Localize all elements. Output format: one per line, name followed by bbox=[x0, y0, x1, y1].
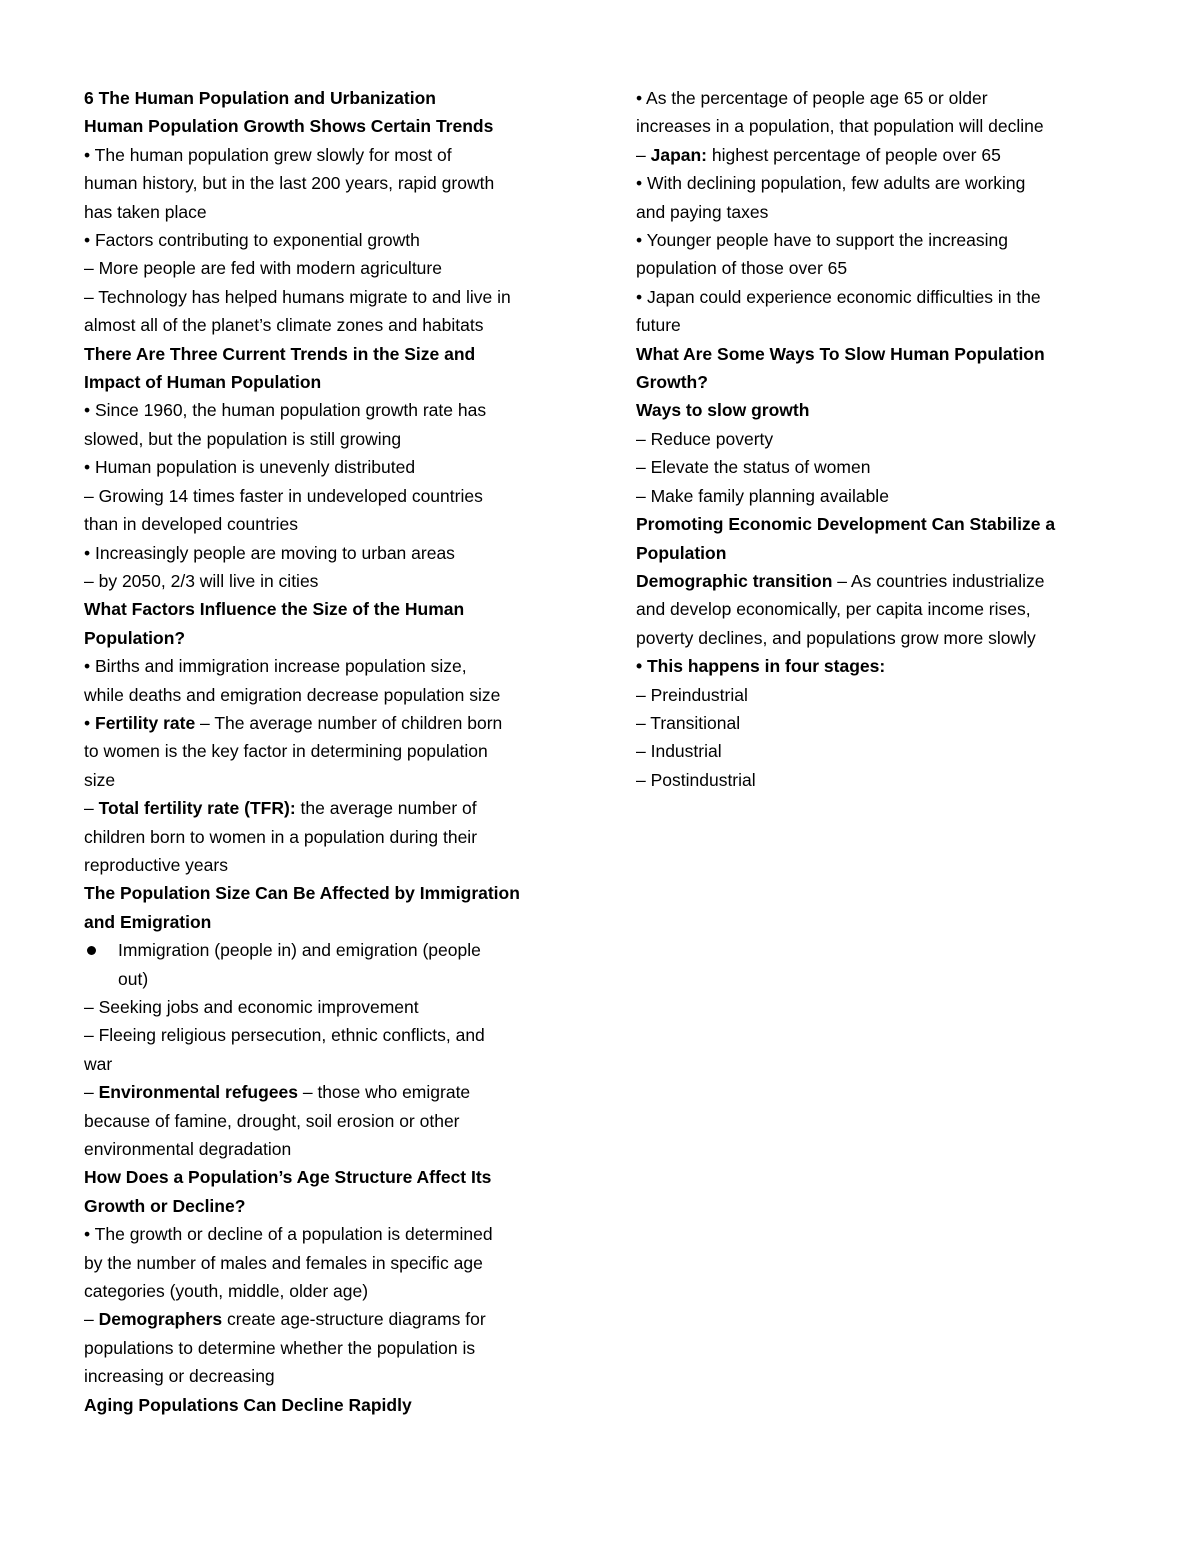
text-line-demographic-transition bbox=[636, 567, 1116, 595]
text-line: increases in a population, that population will decline bbox=[636, 116, 1044, 137]
text-line: – Fleeing religious persecution, ethnic conflicts, and bbox=[84, 1025, 485, 1046]
heading-slow-growth-cont: Growth? bbox=[636, 372, 708, 393]
text-line: reproductive years bbox=[84, 854, 228, 875]
text-line: war bbox=[84, 1053, 113, 1074]
text-line: – Reduce poverty bbox=[636, 428, 774, 449]
text-line: by the number of males and females in specific age bbox=[84, 1252, 483, 1273]
term-environmental-refugees: Environmental refugees bbox=[98, 1082, 298, 1103]
bullet-icon bbox=[87, 946, 96, 955]
text-span: create age-structure diagrams for bbox=[222, 1309, 486, 1330]
heading-factors-cont: Population? bbox=[84, 627, 186, 648]
text-line: – Seeking jobs and economic improvement bbox=[84, 997, 419, 1017]
text-span: – bbox=[84, 1082, 99, 1103]
text-line: than in developed countries bbox=[84, 514, 299, 535]
text-line: – by 2050, 2/3 will live in cities bbox=[84, 570, 319, 591]
text-line-tfr bbox=[84, 794, 574, 822]
stage-industrial: – Industrial bbox=[636, 741, 722, 762]
text-span: highest percentage of people over 65 bbox=[707, 144, 1001, 165]
heading-ways-to-slow: Ways to slow growth bbox=[636, 400, 810, 421]
term-demographers: Demographers bbox=[98, 1309, 223, 1330]
text-span: • bbox=[84, 712, 95, 733]
heading-growth-trends: Human Population Growth Shows Certain Trends bbox=[84, 116, 494, 137]
text-line: poverty declines, and populations grow more slowly bbox=[636, 627, 1036, 648]
text-line: populations to determine whether the population is bbox=[84, 1337, 476, 1358]
text-line: increasing or decreasing bbox=[84, 1366, 275, 1387]
heading-aging-populations: Aging Populations Can Decline Rapidly bbox=[84, 1394, 412, 1415]
text-line: • The human population grew slowly for most of bbox=[84, 144, 452, 165]
stage-postindustrial: – Postindustrial bbox=[636, 769, 756, 790]
document-title: 6 The Human Population and Urbanization bbox=[84, 88, 436, 108]
heading-age-structure-cont: Growth or Decline? bbox=[84, 1195, 246, 1216]
text-line: slowed, but the population is still growing bbox=[84, 428, 402, 449]
text-line: • Younger people have to support the increasing bbox=[636, 230, 1008, 251]
left-column bbox=[84, 84, 574, 1419]
text-line: and develop economically, per capita income rises, bbox=[636, 599, 1031, 620]
heading-slow-growth: What Are Some Ways To Slow Human Population bbox=[636, 343, 1045, 364]
heading-immigration-cont: and Emigration bbox=[84, 911, 212, 932]
text-line-japan bbox=[636, 141, 1116, 169]
text-line: Immigration (people in) and emigration (people bbox=[118, 940, 481, 961]
text-line-refugees bbox=[84, 1078, 574, 1106]
bullet-list-item bbox=[84, 936, 574, 993]
text-line: • Increasingly people are moving to urban areas bbox=[84, 542, 455, 563]
text-span: – bbox=[84, 1309, 99, 1330]
text-line: • Births and immigration increase population size, bbox=[84, 656, 467, 677]
text-line: • Japan could experience economic difficulties in the bbox=[636, 286, 1041, 307]
text-line-demographers bbox=[84, 1305, 574, 1333]
text-line: out) bbox=[118, 968, 149, 989]
text-line: children born to women in a population during their bbox=[84, 826, 478, 847]
text-span: – bbox=[636, 144, 651, 165]
text-line: population of those over 65 bbox=[636, 258, 848, 279]
text-line: • With declining population, few adults are working bbox=[636, 173, 1026, 194]
term-fertility-rate: Fertility rate bbox=[95, 712, 196, 733]
heading-immigration: The Population Size Can Be Affected by Immigration bbox=[84, 883, 520, 904]
text-line: • Human population is unevenly distributed bbox=[84, 457, 416, 478]
text-line: • As the percentage of people age 65 or older bbox=[636, 88, 988, 108]
term-japan: Japan: bbox=[650, 144, 708, 165]
stage-preindustrial: – Preindustrial bbox=[636, 684, 748, 705]
text-line-four-stages: • This happens in four stages: bbox=[636, 656, 886, 677]
text-line: size bbox=[84, 769, 116, 790]
text-span: – As countries industrialize bbox=[832, 570, 1045, 591]
text-line: – More people are fed with modern agriculture bbox=[84, 258, 442, 279]
text-line-fertility bbox=[84, 709, 574, 737]
text-line: future bbox=[636, 315, 681, 336]
text-span: – The average number of children born bbox=[195, 712, 503, 733]
heading-three-trends-cont: Impact of Human Population bbox=[84, 372, 322, 393]
heading-age-structure: How Does a Population’s Age Structure Affect Its bbox=[84, 1167, 492, 1188]
heading-economic-development-cont: Population bbox=[636, 542, 727, 563]
text-line: • Since 1960, the human population growth rate has bbox=[84, 400, 487, 421]
heading-three-trends: There Are Three Current Trends in the Size and bbox=[84, 343, 476, 364]
text-line: has taken place bbox=[84, 201, 207, 222]
text-span: – those who emigrate bbox=[297, 1082, 471, 1103]
text-span: the average number of bbox=[295, 798, 477, 819]
text-line: because of famine, drought, soil erosion or other bbox=[84, 1110, 460, 1131]
text-line: categories (youth, middle, older age) bbox=[84, 1281, 369, 1302]
text-line: almost all of the planet’s climate zones and habitats bbox=[84, 315, 484, 336]
text-line: – Technology has helped humans migrate to and live in bbox=[84, 286, 511, 307]
text-line: to women is the key factor in determining population bbox=[84, 741, 488, 762]
heading-factors: What Factors Influence the Size of the Human bbox=[84, 599, 465, 620]
text-span: – bbox=[84, 798, 99, 819]
text-line: – Elevate the status of women bbox=[636, 457, 871, 478]
text-line: – Growing 14 times faster in undeveloped countries bbox=[84, 485, 483, 506]
text-line: and paying taxes bbox=[636, 201, 769, 222]
heading-economic-development: Promoting Economic Development Can Stabilize a bbox=[636, 514, 1056, 535]
stage-transitional: – Transitional bbox=[636, 712, 741, 733]
text-line: • Factors contributing to exponential growth bbox=[84, 230, 420, 251]
term-tfr: Total fertility rate (TFR): bbox=[98, 798, 296, 819]
text-line: while deaths and emigration decrease population size bbox=[84, 684, 501, 705]
text-line: environmental degradation bbox=[84, 1139, 292, 1160]
right-column bbox=[636, 84, 1116, 794]
term-demographic-transition: Demographic transition bbox=[636, 570, 833, 591]
text-line: • The growth or decline of a population is determined bbox=[84, 1224, 493, 1245]
text-line: human history, but in the last 200 years, rapid growth bbox=[84, 173, 495, 194]
text-line: – Make family planning available bbox=[636, 485, 889, 506]
